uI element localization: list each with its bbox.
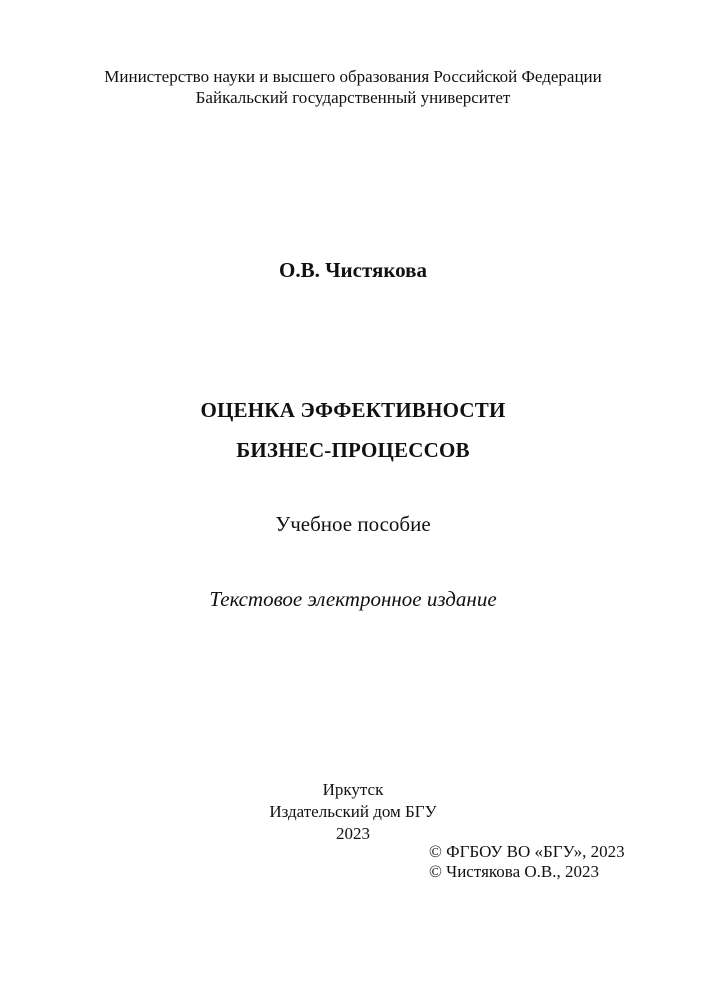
publication-type: Учебное пособие — [275, 512, 431, 536]
edition-note: Текстовое электронное издание — [209, 587, 497, 611]
university-name: Байкальский государственный университет — [195, 88, 511, 107]
imprint-city: Иркутск — [322, 780, 384, 799]
copyright-publisher: © ФГБОУ ВО «БГУ», 2023 — [429, 842, 625, 861]
copyright-author: © Чистякова О.В., 2023 — [429, 862, 599, 881]
book-title-line-1: ОЦЕНКА ЭФФЕКТИВНОСТИ — [200, 398, 506, 422]
author-name: О.В. Чистякова — [279, 258, 427, 282]
ministry-name: Министерство науки и высшего образования Российской Федерации — [104, 67, 602, 86]
imprint-year: 2023 — [336, 824, 370, 843]
book-title-line-2: БИЗНЕС-ПРОЦЕССОВ — [236, 438, 470, 462]
imprint-publisher: Издательский дом БГУ — [269, 802, 437, 821]
